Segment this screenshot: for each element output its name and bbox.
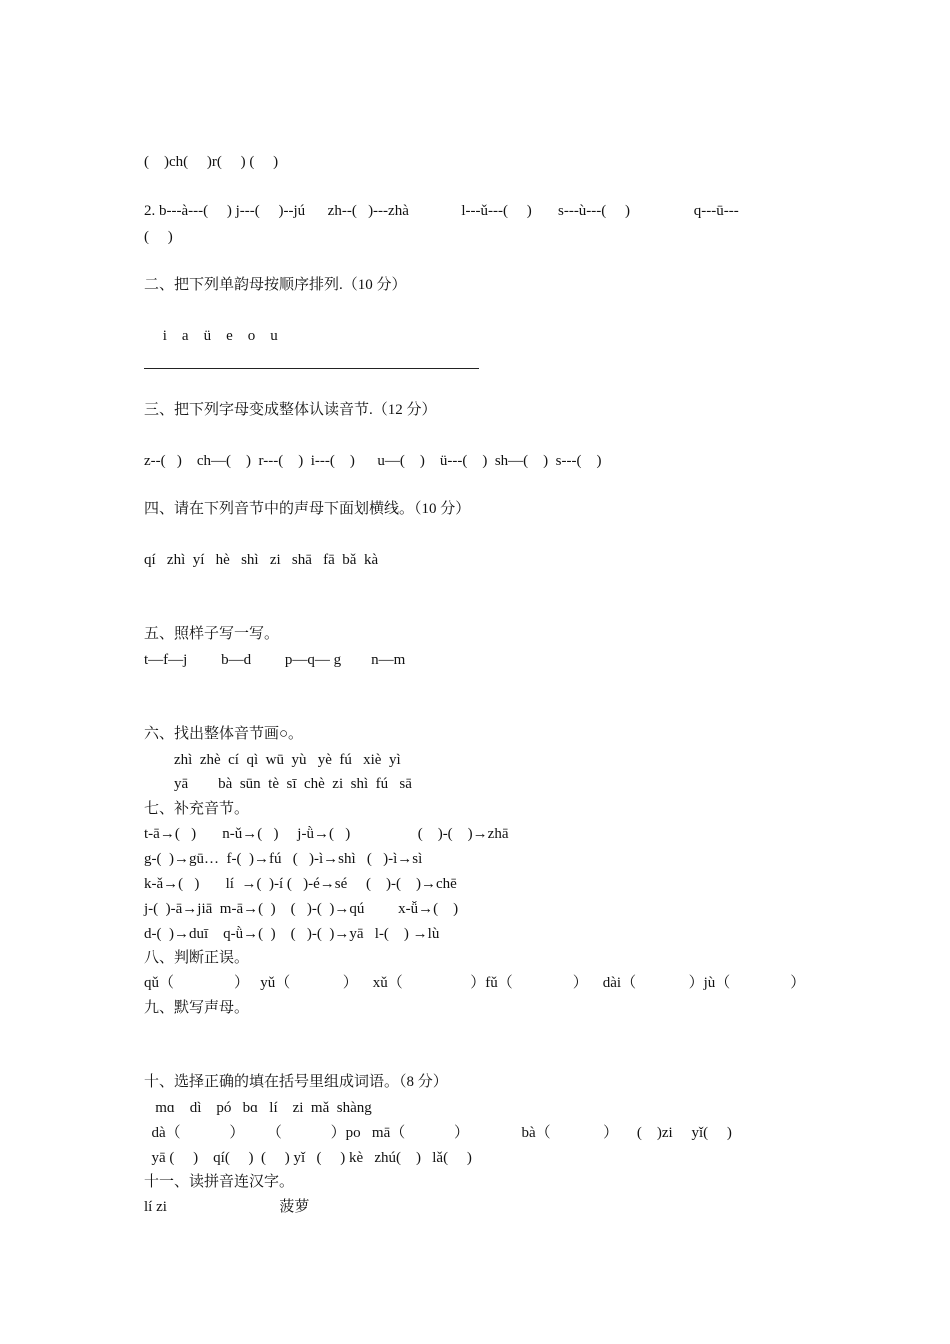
section6-row-1: zhì zhè cí qì wū yù yè fú xiè yì bbox=[144, 752, 401, 768]
section8-items: qǔ（ ） yǔ（ ） xǔ（ ）fǔ（ ） dài（ ）jù（ ） bbox=[144, 975, 806, 991]
section7-row-1: t-ā→( ) n-ǔ→( ) j-ǜ→( ) ( )-( )→zhā bbox=[144, 826, 509, 842]
section1-line-b: 2. b---à---( ) j---( )--jú zh--( )---zhà l---ǔ---( ) s---ù---( ) q---ū--- bbox=[144, 203, 739, 219]
section11-heading: 十一、读拼音连汉字。 bbox=[144, 1174, 295, 1190]
section7-row-5: d-( )→duī q-ǜ→( ) ( )-( )→yā l-( ) →lù bbox=[144, 926, 440, 942]
section1-line-c: ( ) bbox=[144, 229, 173, 245]
section11-item: lí zi 菠萝 bbox=[144, 1199, 310, 1215]
section10-row-2: yā ( ) qí( ) ( ) yǐ ( ) kè zhú( ) lǎ( ) bbox=[144, 1150, 472, 1166]
section7-row-2: g-( )→gū… f-( )→fú ( )-ì→shì ( )-ì→sì bbox=[144, 851, 423, 867]
section5-heading: 五、照样子写一写。 bbox=[144, 626, 280, 642]
section2-vowels: i a ü e o u bbox=[144, 328, 278, 344]
answer-line bbox=[144, 368, 479, 369]
section10-options: mɑ dì pó bɑ lí zi mǎ shàng bbox=[144, 1100, 372, 1116]
section3-items: z--( ) ch—( ) r---( ) i---( ) u—( ) ü---( ) sh—( ) s---( ) bbox=[144, 453, 602, 469]
section10-row-1: dà（ ） （ ）po mā（ ） bà（ ） ( )zi yǐ( ) bbox=[144, 1125, 732, 1141]
section5-example: t—f—j b—d p—q— g n—m bbox=[144, 652, 406, 668]
section7-row-4: j-( )-ā→jiā m-ā→( ) ( )-( )→qú x-ǚ→( ) bbox=[144, 901, 459, 917]
section6-heading: 六、找出整体音节画○。 bbox=[144, 726, 304, 742]
section9-heading: 九、默写声母。 bbox=[144, 1000, 250, 1016]
section8-heading: 八、判断正误。 bbox=[144, 950, 250, 966]
section1-line-a: ( )ch( )r( ) ( ) bbox=[144, 154, 279, 170]
section3-heading: 三、把下列字母变成整体认读音节.（12 分） bbox=[144, 402, 437, 418]
section4-syllables: qí zhì yí hè shì zi shā fā bǎ kà bbox=[144, 552, 379, 568]
section7-row-3: k-ǎ→( ) lí →( )-í ( )-é→sé ( )-( )→chē bbox=[144, 876, 457, 892]
section7-heading: 七、补充音节。 bbox=[144, 801, 250, 817]
section6-row-2: yā bà sūn tè sī chè zi shì fú sā bbox=[144, 776, 412, 792]
section2-heading: 二、把下列单韵母按顺序排列.（10 分） bbox=[144, 277, 407, 293]
section4-heading: 四、请在下列音节中的声母下面划横线。（10 分） bbox=[144, 501, 471, 517]
section10-heading: 十、选择正确的填在括号里组成词语。（8 分） bbox=[144, 1074, 448, 1090]
